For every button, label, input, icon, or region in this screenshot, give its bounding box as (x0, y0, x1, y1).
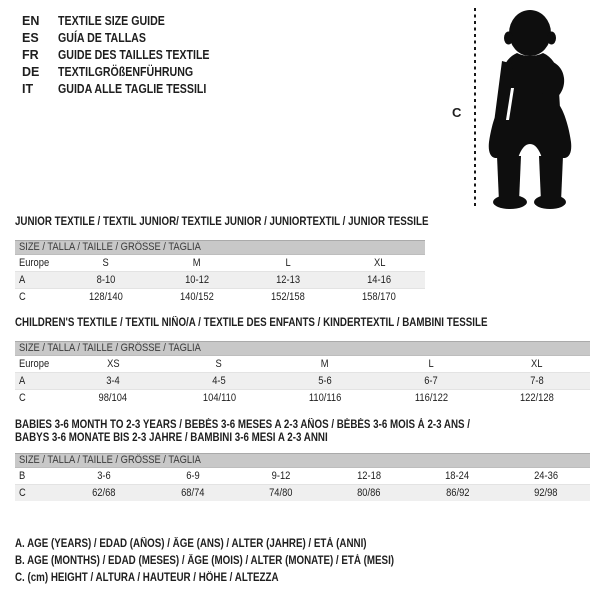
cell-value: 116/122 (414, 392, 448, 404)
note-b: B. AGE (MONTHS) / EDAD (MESES) / ÂGE (MOIS) / ALTER (MONATE) / ETÀ (MESI) (15, 555, 395, 567)
cell-value: 140/152 (179, 291, 214, 303)
lang-title: GUIDA ALLE TAGLIE TESSILI (58, 82, 207, 96)
table-row (15, 390, 590, 406)
cell-value: XL (531, 358, 543, 370)
lang-row-de (22, 64, 236, 81)
junior-table-title: JUNIOR TEXTILE / TEXTIL JUNIOR/ TEXTILE JUNIOR / JUNIORTEXTIL / JUNIOR TESSILE (15, 216, 429, 228)
lang-row-en (22, 13, 236, 30)
cell-value: 24-36 (533, 470, 558, 482)
cell-value: 74/80 (269, 487, 293, 499)
cell-value: 14-16 (367, 274, 392, 286)
cell-value: 80/86 (357, 487, 381, 499)
lang-code: ES (22, 31, 39, 45)
lang-code: EN (22, 14, 40, 28)
table-row (15, 255, 425, 272)
cell-value: 62/68 (92, 487, 116, 499)
cell-value: L (285, 257, 291, 269)
lang-title: TEXTILGRÖßENFÜHRUNG (58, 65, 194, 79)
lang-row-it (22, 81, 236, 98)
lang-code: DE (22, 65, 40, 79)
cell-value: M (192, 257, 201, 269)
lang-row-fr (22, 47, 236, 64)
row-label: A (19, 274, 26, 286)
cell-value: XL (373, 257, 386, 269)
cell-value: S (215, 358, 223, 370)
row-label: C (19, 487, 26, 499)
cell-value: 68/74 (180, 487, 205, 499)
cell-value: 12-18 (357, 470, 382, 482)
cell-value: M (321, 358, 329, 370)
row-label: Europe (19, 358, 50, 370)
table-row (15, 272, 425, 289)
lang-title: TEXTILE SIZE GUIDE (58, 14, 165, 28)
row-label: Europe (19, 257, 50, 269)
cell-value: 158/170 (362, 291, 397, 303)
cell-value: 104/110 (202, 392, 236, 404)
lang-title: GUÍA DE TALLAS (58, 31, 146, 45)
size-header-bar: SIZE / TALLA / TAILLE / GRÖSSE / TAGLIA (15, 240, 425, 255)
cell-value: 9-12 (271, 470, 291, 482)
cell-value: 12-13 (276, 274, 301, 286)
cell-value: S (102, 257, 109, 269)
cell-value: 110/116 (308, 392, 342, 404)
babies-table-title: BABIES 3-6 MONTH TO 2-3 YEARS / BEBÉS 3-6 MESES A 2-3 AÑOS / BÉBÉS 3-6 MOIS À 2-3 ANS / BABYS 3-6 MONATE BIS 2-3 JAHRE / BAMBINI 3-6 MESI A 2-3 ANNI (15, 419, 471, 444)
size-header-bar: SIZE / TALLA / TAILLE / GRÖSSE / TAGLIA (15, 453, 590, 468)
cell-value: 128/140 (88, 291, 123, 303)
note-c: C. (cm) HEIGHT / ALTURA / HAUTEUR / HÖHE / ALTEZZA (15, 572, 279, 584)
cell-value: 18-24 (445, 470, 470, 482)
table-row (15, 289, 425, 305)
height-measure-dashed-line (474, 8, 476, 206)
table-row (15, 468, 590, 485)
cell-value: 8-10 (96, 274, 115, 286)
lang-code: FR (22, 48, 39, 62)
table-row (15, 356, 590, 373)
cell-value: 10-12 (184, 274, 209, 286)
cell-value: 7-8 (530, 375, 544, 387)
junior-size-table (15, 240, 425, 305)
cell-value: L (428, 358, 434, 370)
babies-size-table (15, 453, 590, 501)
row-label: B (19, 470, 26, 482)
cell-value: 6-9 (185, 470, 200, 482)
lang-code: IT (22, 82, 34, 96)
cell-value: 86/92 (445, 487, 470, 499)
cell-value: 6-7 (424, 375, 438, 387)
note-a: A. AGE (YEARS) / EDAD (AÑOS) / ÂGE (ANS) / ALTER (JAHRE) / ETÀ (ANNI) (15, 538, 367, 550)
language-title-list (22, 13, 236, 98)
table-row (15, 373, 590, 390)
baby-silhouette (482, 6, 582, 212)
cell-value: 3-6 (97, 470, 111, 482)
cell-value: 92/98 (534, 487, 558, 499)
row-label: C (19, 392, 26, 404)
height-measure-label: C (452, 105, 462, 120)
cell-value: 122/128 (520, 392, 554, 404)
cell-value: XS (106, 358, 120, 370)
lang-title: GUIDE DES TAILLES TEXTILE (58, 48, 210, 62)
table-row (15, 485, 590, 501)
size-header-bar: SIZE / TALLA / TAILLE / GRÖSSE / TAGLIA (15, 341, 590, 356)
legend-notes (15, 536, 461, 587)
cell-value: 152/158 (271, 291, 306, 303)
cell-value: 4-5 (212, 375, 226, 387)
children-table-title: CHILDREN'S TEXTILE / TEXTIL NIÑO/A / TEXTILE DES ENFANTS / KINDERTEXTIL / BAMBINI TESSILE (15, 317, 488, 329)
children-size-table (15, 341, 590, 406)
row-label: A (19, 375, 26, 387)
lang-row-es (22, 30, 236, 47)
cell-value: 98/104 (98, 392, 128, 404)
row-label: C (19, 291, 26, 303)
cell-value: 3-4 (106, 375, 120, 387)
cell-value: 5-6 (318, 375, 332, 387)
